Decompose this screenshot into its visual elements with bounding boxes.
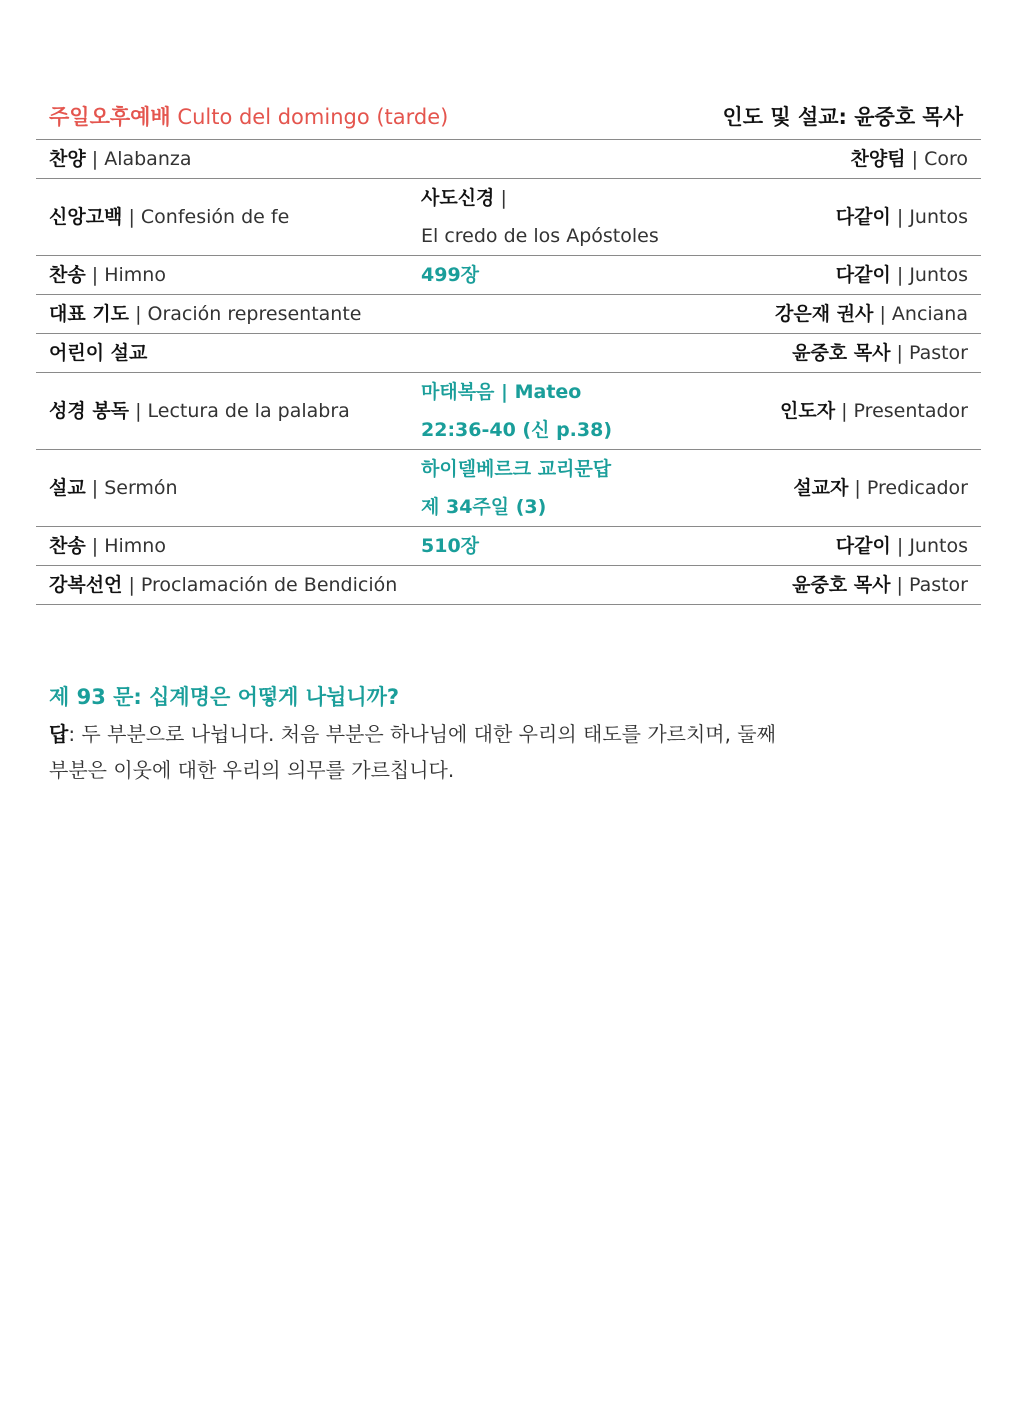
table-row	[36, 334, 981, 373]
person-es: | Coro	[905, 148, 968, 170]
person-ko: 찬양팀	[850, 148, 906, 170]
order-table	[36, 140, 981, 605]
item-ko: 찬송	[49, 264, 86, 286]
item-es: | Himno	[85, 264, 166, 286]
worship-order	[36, 98, 981, 605]
item-es: | Proclamación de Bendición	[122, 574, 398, 596]
person-ko: 윤중호 목사	[792, 574, 891, 596]
hymn-number: 510장	[421, 535, 480, 557]
person-ko: 다같이	[835, 264, 891, 286]
item-ko: 대표 기도	[49, 303, 130, 325]
item-ko: 성경 봉독	[49, 400, 130, 422]
table-row	[36, 256, 981, 295]
person-es: | Predicador	[848, 477, 968, 499]
item-ko: 찬양	[49, 148, 86, 170]
hymn-number: 499장	[421, 264, 480, 286]
item-ko: 강복선언	[49, 574, 123, 596]
service-leader: 인도 및 설교: 윤중호 목사	[722, 105, 963, 129]
item-ko: 찬송	[49, 535, 86, 557]
catechism-question: 제 93 문: 십계명은 어떻게 나뉩니까?	[49, 685, 400, 709]
catechism-qa	[49, 680, 929, 788]
detail-sep: |	[494, 187, 507, 209]
person-es: | Presentador	[835, 400, 968, 422]
service-header	[36, 98, 981, 140]
detail-ko: 사도신경	[421, 187, 495, 209]
answer-line-1: : 두 부분으로 나뉩니다. 처음 부분은 하나님에 대한 우리의 태도를 가르치며, 둘째	[68, 722, 776, 746]
person-ko: 설교자	[793, 477, 849, 499]
service-title	[49, 101, 448, 131]
table-row	[36, 527, 981, 566]
item-es: | Alabanza	[85, 148, 192, 170]
person-ko: 다같이	[835, 535, 891, 557]
scripture-book: 마태복음 | Mateo	[421, 381, 582, 403]
item-es: | Himno	[85, 535, 166, 557]
scripture-verse: 22:36-40 (신 p.38)	[421, 419, 613, 441]
person-ko: 인도자	[780, 400, 836, 422]
table-row	[36, 140, 981, 179]
table-row	[36, 373, 981, 450]
item-ko: 신앙고백	[49, 206, 123, 228]
service-title-ko: 주일오후예배	[49, 105, 171, 129]
person-ko: 다같이	[835, 206, 891, 228]
person-es: | Anciana	[873, 303, 968, 325]
catechism-answer	[49, 716, 929, 788]
person-es: | Juntos	[890, 264, 968, 286]
item-es: | Lectura de la palabra	[129, 400, 350, 422]
person-ko: 윤중호 목사	[792, 342, 891, 364]
person-es: | Juntos	[890, 206, 968, 228]
service-title-es: Culto del domingo (tarde)	[177, 105, 449, 129]
table-row	[36, 295, 981, 334]
detail-es: El credo de los Apóstoles	[421, 225, 659, 247]
sermon-title: 하이델베르크 교리문답	[421, 458, 612, 480]
person-es: | Pastor	[890, 342, 968, 364]
person-es: | Pastor	[890, 574, 968, 596]
item-es: | Sermón	[85, 477, 178, 499]
table-row	[36, 566, 981, 605]
sermon-week: 제 34주일 (3)	[421, 496, 547, 518]
item-ko: 어린이 설교	[49, 342, 148, 364]
item-ko: 설교	[49, 477, 86, 499]
answer-label: 답	[49, 722, 69, 746]
answer-line-2: 부분은 이웃에 대한 우리의 의무를 가르칩니다.	[49, 758, 455, 782]
person-es: | Juntos	[890, 535, 968, 557]
person-ko: 강은재 권사	[775, 303, 874, 325]
item-es: | Confesión de fe	[122, 206, 290, 228]
table-row	[36, 450, 981, 527]
item-es: | Oración representante	[129, 303, 362, 325]
table-row	[36, 179, 981, 256]
